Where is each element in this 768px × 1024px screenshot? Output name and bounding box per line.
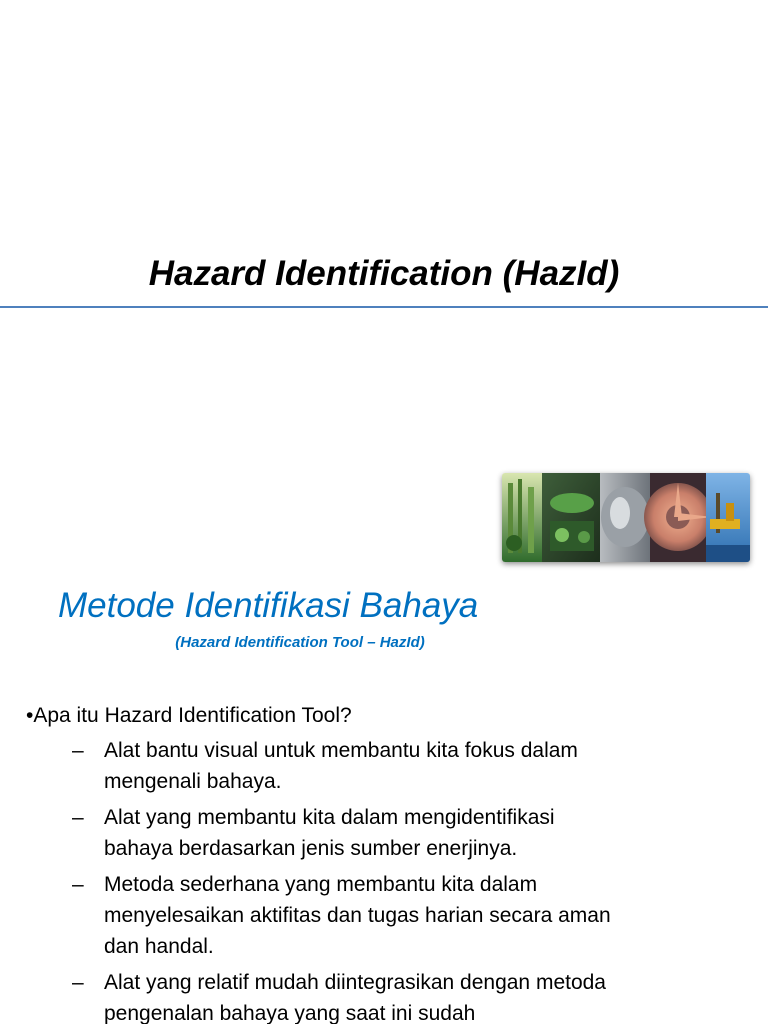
list-item-text: Alat bantu visual untuk membantu kita fokus dalam mengenali bahaya.: [104, 739, 578, 793]
list-item: [26, 869, 626, 962]
section-title: Metode Identifikasi Bahaya: [58, 586, 479, 625]
content-body: [26, 700, 626, 1024]
list-item-text: Alat yang membantu kita dalam mengidentifikasi bahaya berdasarkan jenis sumber enerjinya.: [104, 806, 555, 860]
industrial-photo-banner: [502, 473, 750, 562]
list-item: [26, 967, 626, 1024]
dash-marker: –: [72, 739, 84, 762]
list-item: [26, 802, 626, 864]
list-item-text: Metoda sederhana yang membantu kita dalam menyelesaikan aktifitas dan tugas harian secara aman dan handal.: [104, 873, 611, 958]
dash-marker: –: [72, 873, 84, 896]
list-item-text: Alat yang relatif mudah diintegrasikan dengan metoda pengenalan bahaya yang saat ini sudah: [104, 971, 606, 1024]
question-bullet: •Apa itu Hazard Identification Tool?: [26, 704, 352, 727]
section-subtitle: (Hazard Identification Tool – HazId): [175, 634, 425, 651]
dash-marker: –: [72, 971, 84, 994]
photo-collage-image: [502, 473, 750, 562]
title-divider: [0, 306, 768, 308]
answer-list: [26, 735, 626, 1024]
list-item: [26, 735, 626, 797]
slide-title: Hazard Identification (HazId): [148, 254, 620, 293]
dash-marker: –: [72, 806, 84, 829]
